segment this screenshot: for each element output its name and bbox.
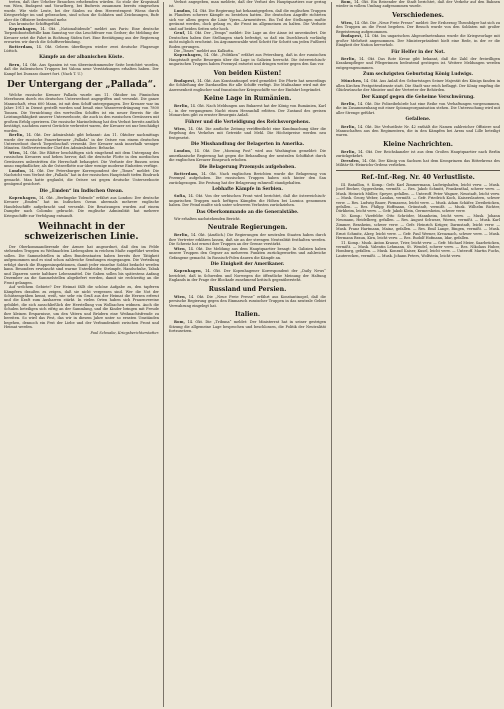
paragraph-text: 14. Okt. Der „Temps“ meldet: Die Lage an der Aisne ist unverändert. Die Deutschen haben ihre Stellungen stark befestigt, so daß ein Durchbruch vorläufig nicht möglich erscheint. Im Argonnenwalde wird Schritt für Schritt um jeden Fußbreit Boden gerungen. <box>169 31 326 49</box>
dateline-place: London, <box>174 149 192 154</box>
paragraph-text: 14. Okt. Gebern überfliegen wieder zwei deutsche Flugzeuge Lüttich. <box>4 44 159 53</box>
dateline-place: Budapest, <box>341 34 363 39</box>
paragraph-text: 14. Okt. Aus Konstantinopel wird gemeldet: Die Pforte hat neuerdings die Schließung der Dardanellen für alle Schiffe verfügt. Die Maßnahme wird mit der Anwesenheit englischer und französischer Kriegsschiffe vor der Einfahrt begründet. <box>169 78 326 92</box>
article-paragraph <box>4 27 159 45</box>
paragraph-text: 14. Okt. Im ungarischen Abgeordnetenhaus wurde die Kriegsvorlage mit großer Mehrheit angenommen. Der Ministerpräsident hielt eine Rede, in der er die Einigkeit der Nation hervorhob. <box>336 34 500 48</box>
paragraph-text: treten, daß ihre Urheber Brauchen erhebenden würden. So stolz der Kropsinaß von Wien, Budapest und Vorarlberg, bei Budweis zusammen bereits eingesehen wurde. Wie viele Leute, bei der Säulen zu dem Heerestenpest Wiens durch Kriegserfolge im und gebrauchen, sind schon die Soldaten und Zeichnungen, Rufe aber die Offiziere bedeutend mehr. <box>4 0 159 22</box>
dateline-place: Wien, <box>174 294 187 299</box>
paragraph-text: 14. Okt. Nach Meldungen aus Bukarest hat der König von Rumänien, Karl I., in der vergangenen Nacht einen Herzanfall erlitten. Der Zustand des greisen Monarchen gibt zu ernster Besorgnis Anlaß. <box>169 104 326 118</box>
section-divider <box>336 170 500 171</box>
dateline-place: Berlin, <box>174 233 190 238</box>
paragraph-text: III. Bataillon, 9. Komp.: Gefr. Karl Zimmermann, Ludwigshafen, leicht verw. — Musk. Josef Becker, Oggersheim, vermißt. — Res. Jakob Schmitt, Frankenthal, schwer verw. — Musk. Heinrich Müller, Speyer, gefallen. — Unteroff. Peter Wagner, Neustadt, leicht verw. — Musk. Georg Weber, Landau, vermißt. — Gefr. Friedrich Koch, Kaiserslautern, schwer verw. — Res. Ludwig Bauer, Pirmasens, leicht verw. — Musk. Adam Schäfer, Zweibrücken, gefallen. — Res. Philipp Hoffmann, Grünstadt, vermißt. — Musk. Wilhelm Richter, Dürkheim, leicht verw. — Gefr. Jakob Klein, Germersheim, schwer verw. <box>336 182 500 214</box>
dateline-place: Genf, <box>174 31 186 36</box>
paragraph-text: 14. Okt. Die Regierung hat bekanntgegeben, daß die englischen Truppen in Flandern schwere Kämpfe zu bestehen hatten. Die deutschen Angriffe richteten sich vor allem gegen die Linie Ypern—Armentières. Ein Teil der Stellungen mußte geräumt werden, doch gelang es, die Front im allgemeinen zu halten. Die Verluste sind auf beiden Seiten sehr hoch. <box>169 8 326 31</box>
article-paragraph <box>169 31 326 49</box>
article-heading: Kleine Nachrichten. <box>383 140 453 148</box>
paragraph-text: 14. Okt. „Politiken“ erfährt aus Petersburg, daß in der russischen Hauptstadt große Besorgnis über die Lage in Galizien herrscht. Die österreichisch-ungarischen Truppen haben Przemysl entsetzt und dringen weiter gegen den San vor. <box>169 53 326 67</box>
article-heading: Die Einigkeit der Amerikaner. <box>210 262 285 268</box>
dateline-place: Budapest, <box>174 78 196 83</box>
paragraph-text: 14. Okt. Der Reichskanzler ist aus dem Großen Hauptquartier nach Berlin zurückgekehrt. <box>336 149 500 159</box>
article-paragraph <box>336 34 500 47</box>
article-heading: Die „Emden“ im Indischen Ozean. <box>39 188 124 194</box>
paragraph-text: Auf welchem Gebiete? Der Heimat fällt die schöne Aufgabe zu, den tapferen Kämpfern draußen zu zeigen, daß sie nicht vergessen sind. Wer die Not der Schützengräben kennt, weiß, wie sehr ein Gruß aus der Heimat die Herzen erfreut und die Kraft zum Ausharren stärkt. In vielen Orten haben sich Frauenvereine gebildet, die sich ausschließlich der Herstellung von Wollsachen widmen. Auch die Schulen beteiligen sich eifrig an der Sammlung, und die Kinder bringen mit Freude ihre kleinen Ersparnisse, um den Vätern und Brüdern eine Weihnachtsfreude zu bereiten. So wird das Fest, das wir in diesem Jahre unter so ernsten Umständen begehen, dennoch ein Fest der Liebe und der Verbundenheit zwischen Front und Heimat werden. <box>4 285 159 330</box>
article-paragraph <box>336 241 500 259</box>
article-paragraph <box>4 0 159 22</box>
article-paragraph <box>4 45 159 54</box>
dateline-place: Berlin, <box>341 101 357 106</box>
article-paragraph <box>169 0 326 9</box>
article-paragraph <box>336 183 500 214</box>
paragraph-text: 14. Okt. „Berlingske Tidende“ erfährt aus London: Der deutsche Kreuzer „Emden“ hat im Indischen Ozean abermals mehrere englische Handelsschiffe aufgebracht und versenkt. Die Besatzungen wurden auf einem Dampfer nach Colombo gebracht. Die englische Admiralität hat mehrere Kriegsschiffe zur Verfolgung entsandt. <box>4 195 159 218</box>
article-paragraph <box>169 247 326 260</box>
article-paragraph <box>4 93 159 133</box>
paragraph-text: 14. Okt. Die Meldung aus dem Hauptquartier besagt: In Galizien haben unsere Truppen den Gegner an mehreren Punkten zurückgeworfen und zahlreiche Gefangene gemacht. In Russisch-Polen dauern die Kämpfe an. <box>169 246 326 260</box>
dateline-place: Wien, <box>174 126 187 131</box>
article-paragraph <box>4 63 159 76</box>
article-paragraph <box>169 127 326 140</box>
paragraph-text: Verlust angegeben, man meldete, daß der Verlust des Hauptquartiers nur gering ist. <box>169 0 326 9</box>
article-paragraph <box>4 196 159 218</box>
article-paragraph <box>169 320 326 333</box>
dateline-place: Bern, <box>9 62 21 67</box>
article-heading: Italien. <box>234 311 261 319</box>
paragraph-text: Die „Times“ meldet aus Kalkutta. <box>174 48 234 53</box>
dateline-place: Kopenhagen, <box>9 26 38 31</box>
article-paragraph <box>169 9 326 31</box>
column-divider <box>163 2 164 707</box>
paragraph-text: 14. Okt. Der „Morning Post“ wird aus Washington gemeldet: Die amerikanische Regierung hat gegen die Behandlung der neutralen Schiffahrt durch die englischen Kreuzer Einspruch erhoben. <box>169 149 326 163</box>
paragraph-text: 14. Okt. Der Petersburger Korrespondent der „Times“ meldet: Die Nachricht vom Verlust der „Pallada“ hat in der russischen Hauptstadt tiefen Eindruck gemacht. Man hatte geglaubt, die Ostsee sei gegen deutsche Unterseeboote genügend gesichert. <box>4 168 159 187</box>
article-heading: Der Untergang der „Pallada“. <box>6 80 157 90</box>
paragraph-text: 14. Okt. Der König von Sachsen hat dem Kronprinzen das Ritterkreuz des Militär-St.-Heinrichs-Ordens verliehen. <box>336 158 500 168</box>
paragraph-text: 14. Okt. „Nationaltidende“ meldet aus Paris: Eine deutsche Torpedobootsflottille kam Samstag vor das Leuchtfeuer von Gedser; die Meldung der Kreuzer setzt die Fahrt in Richtung Süden fort. Eine Bestätigung aus der Regierung erwarten wir durch die Schiffsverbindung. <box>4 26 159 45</box>
article-paragraph <box>169 233 326 246</box>
article-paragraph <box>4 245 159 285</box>
article-paragraph <box>4 151 159 169</box>
article-heading: Keine Lage in Rumänien. <box>203 95 292 103</box>
dateline-place: Rotterdam, <box>9 44 34 49</box>
article-paragraph <box>169 269 326 282</box>
paragraph-text: 14. Okt. Aus Spanien ist von übereinstimmender Seite berichtet worden, daß die italienischen Truppen bei Valona neue Verstärkungen erhalten haben. Der Kampf bei Durazzo dauert fort. (Nach T. U.) <box>4 62 159 76</box>
article-heading: Das Oberkommando an die Generalstäbe. <box>196 209 299 215</box>
article-heading: Russland und Persien. <box>208 285 287 293</box>
paragraph-text: 14. Okt. Die „Neue Freie Presse“ erfährt aus Konstantinopel, daß die persische Regierung gegen den Einmarsch russischer Truppen in das neutrale Gebiet Verwahrung eingelegt hat. <box>169 294 326 308</box>
paragraph-text: 14. Okt. Die „Tribuna“ meldet: Der Ministerrat hat in seiner gestrigen Sitzung die allgemeine Lage besprochen und beschlossen, die Politik der Neutralität fortzusetzen. <box>169 320 326 333</box>
article-heading: Lebhafte Kämpfe in Serbien. <box>212 187 283 193</box>
paragraph-text: 14. Okt. Die amtliche Zeitung veröffentlicht eine Kundmachung über die Regelung des Verkehrs mit Getreide und Mehl. Die Höchstpreise werden neu festgesetzt. <box>169 126 326 140</box>
paragraph-text: 14. Okt. Die Polizeibehörde hat eine Reihe von Verhaftungen vorgenommen, die im Zusammenhang mit einer Spionageorganisation stehen. Die Untersuchung wird mit aller Strenge geführt. <box>336 101 500 115</box>
dateline-place: Rom, <box>341 0 353 4</box>
article-paragraph <box>4 133 159 151</box>
dateline-place: Dresden, <box>341 158 361 163</box>
article-heading: Die Misshandlung der Belagerten in Amerika. <box>190 142 305 148</box>
dateline-place: London, <box>9 168 27 173</box>
paragraph-text: 11. Komp.: Musk. Anton Krause, Trier, leicht verw. — Gefr. Michael Meier, Saarbrücken, vermißt. — Musk. Valentin Lehmann, St. Wendel, schwer verw. — Res. Nikolaus Huber, Homburg, gefallen. — Musk. Konrad Kaiser, Kusel, leicht verw. — Unteroff. Martin Fuchs, Lauterecken, vermißt. — Musk. Johann Peters, Wolfstein, leicht verw. <box>336 240 500 258</box>
paragraph-text: 14. Okt. Aus Anlaß des Geburtstages Seiner Majestät des Königs fanden in allen Kirchen Festgottesdienste statt. Die Stadt war reich beflaggt. Der König empfing die Glückwünsche der Minister und der Vertreter der Behörden. <box>336 79 500 93</box>
article-paragraph <box>169 79 326 92</box>
paragraph-text: 14. Okt. Der Admiralstab gibt bekannt: Am 11. Oktober nachmittags wurde der russische Panzerkreuzer „Pallada“ in der Ostsee von einem deutschen Unterseeboot durch Torpedoschuß versenkt. Der Kreuzer sank innerhalb weniger Minuten. Stellvertretender Chef des Admiralstabes: Behncke. <box>4 133 159 151</box>
dateline-place: Kopenhagen, <box>174 53 203 58</box>
article-paragraph <box>336 0 500 9</box>
paragraph-text: Das kronische Schiffsgefühl. <box>9 22 61 27</box>
article-heading: Führer und die Verteidigung des Reichsvorgehens. <box>185 119 310 125</box>
article-paragraph <box>4 285 159 330</box>
paragraph-text: 14. Okt. Die Blätter beschäftigen sich eingehend mit dem Untergang des russischen Kreuzers und heben hervor, daß die deutsche Flotte in den nordischen Gewässern unbestritten die Herrschaft behauptet. Die Verluste der Russen seien umso empfindlicher, als die Ostseeflotte nur über wenige moderne Einheiten verfüge. <box>4 150 159 169</box>
paragraph-text: Wir erhalten nachstehenden Bericht. <box>174 216 241 221</box>
article-heading: Gefallene. <box>405 117 431 123</box>
paragraph-text: 14. Okt. (Amtlich.) Die Regierungen der neutralen Staaten haben durch ihre Vertreter erklären lassen, daß sie an der strengen Neutralität festhalten werden. Die Schweiz hat erneut ihre Truppen an der Grenze verstärkt. <box>169 233 326 247</box>
dateline-place: Berlin, <box>174 104 190 109</box>
article-paragraph <box>169 104 326 117</box>
paragraph-text: Der Oberkommandierende der Armee hat angeordnet, daß den im Felde stehenden Truppen zu Weihnachten Liebesgaben in reichem Maße zugeführt werden sollen. Die Sammelstellen in allen Bundesstaaten haben bereits ihre Tätigkeit aufgenommen und es sind schon zahlreiche Sendungen eingegangen. Die Verteilung erfolgt durch die Etappeninspektionen, damit jeder einzelne Soldat bedacht werden kann. Besonders erwünscht sind warme Unterkleider, Strümpfe, Handschuhe, Tabak und Zigarren sowie haltbare Lebensmittel. Die Gaben sollen bis spätestens Anfang Dezember an die Sammelstellen abgeliefert werden, damit sie rechtzeitig an die Front gelangen. <box>4 244 159 285</box>
dateline-place: Rom, <box>174 320 186 325</box>
article-heading: Für Helfer in der Not. <box>391 49 445 55</box>
article-paragraph <box>169 217 326 221</box>
article-paragraph <box>336 57 500 70</box>
article-paragraph <box>336 150 500 159</box>
dateline-place: Berlin, <box>341 149 357 154</box>
dateline-place: Berlin, <box>9 133 25 138</box>
paragraph-text: 14. Okt. Das Rote Kreuz gibt bekannt, daß die Zahl der freiwilligen Krankenpfleger und Pflegerinnen bedeutend gestiegen ist. Weitere Meldungen werden entgegengenommen. <box>336 56 500 70</box>
paragraph-text: Welche russische Kreuzer Pallada wurde am 11. Oktober im Finnischen Meerbusen durch ein deutsches Unterseeboot angegriffen und versenkt. Die ganze Mannschaft, etwa 600 Mann, ist mit dem Schiff untergegangen. Der Kreuzer war im Jahre 1911 in Dienst gestellt worden und besaß eine Wasserverdrängung von 7800 Tonnen. Die Vernichtung des wertvollen Schiffes ist ein neuer Beweis für die Leistungsfähigkeit unserer Unterseeboote, die auch in den russischen Gewässern mit großem Erfolg operieren. Die russische Marineleitung hat den Verlust bereits amtlich bestätigt, nachdem zuerst Gerüchte verbreitet waren, der Kreuzer sei nur beschädigt worden. <box>4 93 159 133</box>
article-paragraph <box>336 102 500 115</box>
dateline-place: Rotterdam, <box>174 171 199 176</box>
article-heading: Weihnacht in der schweizerischen Linie. <box>24 221 139 242</box>
dateline-place: Wien, <box>9 150 22 155</box>
dateline-place: Berlin, <box>341 56 357 61</box>
article-heading: Neutrale Regierungen. <box>207 224 288 232</box>
article-signature: Paul Schwabe, Kriegsberichterstatter. <box>90 330 159 335</box>
article-paragraph <box>169 53 326 66</box>
article-heading: Zum sechzigsten Geburtstag König Ludwigs. <box>362 72 473 78</box>
article-heading: Die Belagerung Przemysls aufgehoben. <box>199 164 296 170</box>
article-paragraph <box>336 125 500 138</box>
article-heading: Ref.-Inf.-Reg. Nr. 40 Verlustliste. <box>361 173 475 181</box>
dateline-place: Wien, <box>341 20 354 25</box>
paragraph-text: 14. Okt. Der Kopenhagener Korrespondent der „Daily News“ berichtet, daß in Schweden und Norwegen die öffentliche Meinung der Haltung Englands in der Frage der Blockade zunehmend kritisch gegenübersteht. <box>169 269 326 283</box>
article-paragraph <box>336 79 500 92</box>
dateline-place: London, <box>174 8 192 13</box>
paragraph-text: 14. Okt. Ein Reisender der Stadt berichtet, daß der Verkehr auf den Bahnen wieder in vollem Umfang aufgenommen wurde. <box>336 0 500 9</box>
article-paragraph <box>336 159 500 168</box>
dateline-place: München, <box>341 79 363 84</box>
article-paragraph <box>4 169 159 187</box>
dateline-place: Wien, <box>174 246 187 251</box>
article-heading: Von beiden Küsten! <box>213 69 282 77</box>
dateline-place: Sofia, <box>174 194 187 199</box>
column-1 <box>4 0 159 709</box>
article-heading: Kämpfe an der albanischen Küste. <box>39 55 124 61</box>
paragraph-text: 14. Okt. Die „Neue Freie Presse“ meldet: Der Erzherzog Thronfolger hat sich zu den Truppen an die Front begeben. Der Besuch wurde von den Soldaten mit großer Begeisterung aufgenommen. <box>336 20 500 34</box>
article-heading: Der Kampf gegen die Geheime Verschwörung. <box>361 94 475 100</box>
column-3 <box>336 0 500 709</box>
article-paragraph <box>169 295 326 308</box>
article-paragraph <box>336 214 500 241</box>
paragraph-text: 10. Komp.: Vizefeldw. Otto Schröder, Mannheim, leicht verw. — Musk. Johann Neumann, Heidelberg, gefallen. — Res. August Schwarz, Worms, vermißt. — Musk. Karl Zimmer, Bensheim, schwer verw. — Gefr. Heinrich Krüger, Darmstadt, leicht verw. — Musk. Franz Hartmann, Mainz, gefallen. — Res. Emil Lange, Bingen, vermißt. — Musk. Ernst Schmitz, Alzey, leicht verw. — Gefr. Paul Werner, Kreuznach, schwer verw. — Musk. Hermann Braun, Kirn, leicht verw. — Res. Rudolf Hofmann, Idar, gefallen. <box>336 213 500 241</box>
paragraph-text: 14. Okt. Die Verlustliste Nr. 42 enthält die Namen zahlreicher Offiziere und Mannschaften aus den Regimentern, die in den Kämpfen bei Arras und Lille beteiligt waren. <box>336 124 500 138</box>
article-paragraph <box>336 21 500 34</box>
dateline-place: Kopenhagen, <box>174 269 203 274</box>
dateline-place: Kopenhagen, <box>9 195 38 200</box>
article-paragraph <box>169 194 326 207</box>
column-2 <box>169 0 326 709</box>
article-paragraph <box>169 149 326 162</box>
column-divider <box>331 2 332 707</box>
article-paragraph <box>169 172 326 185</box>
paragraph-text: 14. Okt. Von der serbischen Front wird berichtet, daß die österreichisch-ungarischen Truppen nach heftigen Kämpfen die Höhen bei Loznica genommen haben. Der Feind mußte sich unter schweren Verlusten zurückziehen. <box>169 194 326 208</box>
dateline-place: Berlin, <box>341 124 357 129</box>
paragraph-text: 14. Okt. Nach englischen Berichten wurde die Belagerung von Przemysl aufgehoben. Die russischen Truppen haben sich hinter den San zurückgezogen. Die Festung hat der Belagerung ruhmvoll standgehalten. <box>169 171 326 185</box>
article-heading: Verschiedenes. <box>392 11 444 19</box>
